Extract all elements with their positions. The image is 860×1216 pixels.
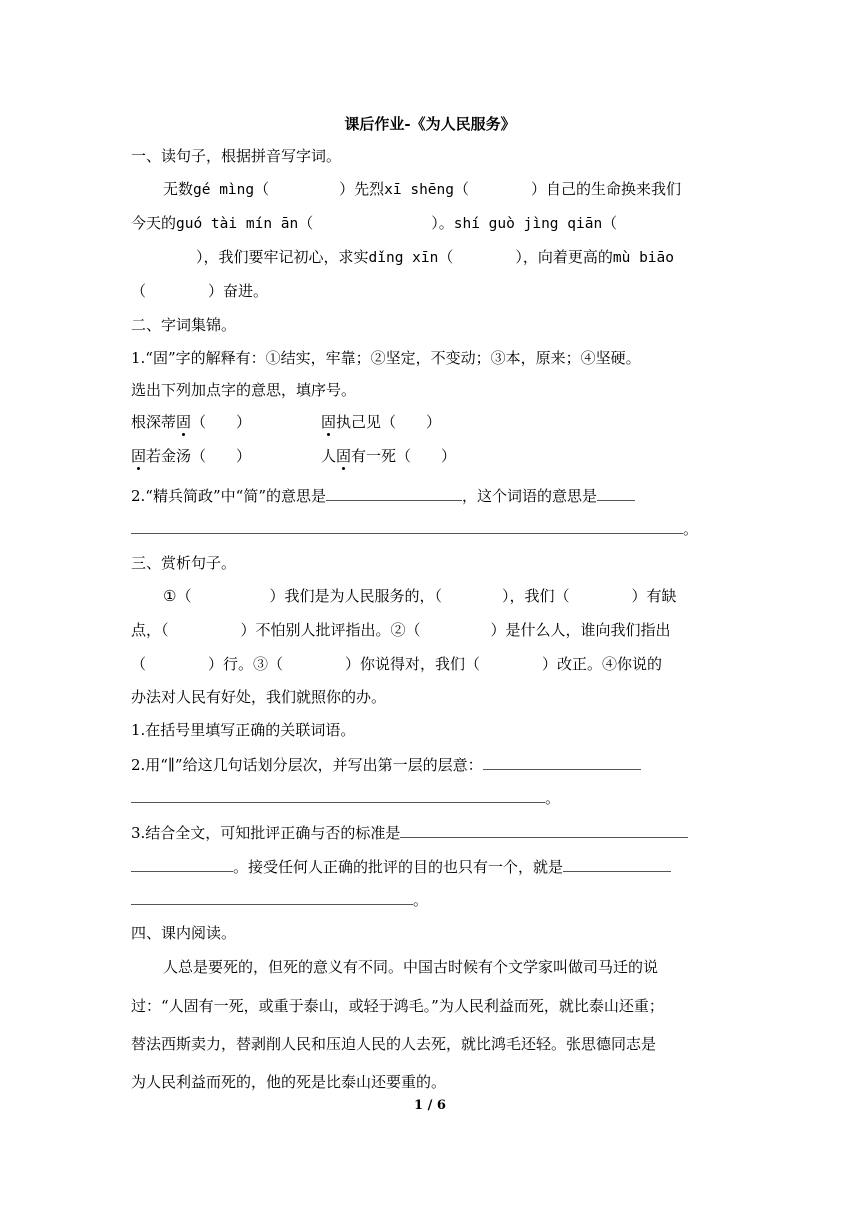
s4-passage-line-2: 过：“人固有一死，或重于泰山，或轻于鸿毛。”为人民利益而死，就比泰山还重； (131, 997, 664, 1015)
dotted-char: 固 (336, 447, 352, 465)
s2-q1-line-1: 1.“固”字的解释有：①结实，牢靠；②坚定，不变动；③本，原来；④坚硬。 (131, 349, 641, 367)
pinyin: guó tài mín ān (176, 216, 299, 232)
text: 人 (321, 447, 337, 465)
text: ），向着更高的 (515, 248, 613, 266)
section-1-heading: 一、读句子，根据拼音写字词。 (131, 147, 342, 165)
answer-blank[interactable]: （ ） (381, 413, 442, 431)
answer-line[interactable] (131, 856, 233, 872)
text: 2.“精兵简政”中“简”的意思是 (131, 487, 326, 505)
s4-passage-line-1: 人总是要死的，但死的意义有不同。中国古时候有个文学家叫做司马迁的说 (163, 958, 659, 976)
pinyin: xī shēng (384, 182, 454, 198)
text: 根深蒂 (131, 413, 177, 431)
answer-line[interactable] (563, 856, 671, 872)
paren: （ (131, 282, 147, 300)
text: ）行。③（ (208, 655, 284, 673)
s4-passage-line-4: 为人民利益而死的，他的死是比泰山还要重的。 (131, 1073, 447, 1091)
s3-passage-line-4: 办法对人民有好处，我们就照你的办。 (131, 688, 387, 706)
text: ），我们（ (501, 587, 570, 605)
s1-line-3 (196, 246, 674, 268)
dotted-char: 固 (321, 413, 337, 431)
text: 有一死 (351, 447, 397, 465)
dotted-char: 固 (176, 413, 192, 431)
paren: （ (454, 180, 470, 198)
text: ①（ (163, 587, 192, 605)
s3-passage-line-1 (163, 585, 677, 607)
text: ）奋进。 (208, 282, 269, 300)
s3-passage-line-2 (131, 619, 671, 641)
s1-line-1 (163, 178, 681, 200)
page-title: 课后作业-《为人民服务》 (344, 115, 516, 133)
s2-word-2 (321, 411, 441, 433)
s4-passage-line-3: 替法西斯卖力，替剥削人民和压迫人民的人去死，就比鸿毛还轻。张思德同志是 (131, 1035, 657, 1053)
text: ）你说得对，我们（ (345, 655, 481, 673)
text: 若金汤 (146, 447, 192, 465)
answer-line[interactable] (131, 518, 683, 534)
paren: （ (438, 248, 454, 266)
s3-passage-line-3 (131, 653, 662, 675)
paren: （ (602, 214, 618, 232)
s3-q3-line-1 (131, 822, 688, 844)
s1-line-2 (131, 212, 617, 234)
answer-line[interactable] (326, 485, 462, 501)
text: ）自己的生命换来我们 (531, 180, 682, 198)
text: 2.用“∥”给这几句话划分层次，并写出第一层的层意： (131, 756, 483, 774)
text: 。 (683, 520, 699, 538)
text: （ (131, 655, 147, 673)
dotted-char: 固 (131, 447, 147, 465)
text: 。接受任何人正确的批评的目的也只有一个，就是 (233, 858, 564, 876)
answer-line[interactable] (131, 889, 413, 905)
answer-line[interactable] (131, 787, 545, 803)
s2-q2-line-1 (131, 485, 635, 507)
s2-q1-line-2: 选出下列加点字的意思，填序号。 (131, 381, 357, 399)
s3-q3-line-3 (131, 889, 428, 911)
text: 点，（ (131, 621, 169, 639)
section-2-heading: 二、字词集锦。 (131, 316, 237, 334)
section-4-heading: 四、课内阅读。 (131, 924, 237, 942)
text: ）改正。④你说的 (542, 655, 663, 673)
pinyin: dǐng xīn (368, 250, 439, 266)
text: ）是什么人，谁向我们指出 (490, 621, 671, 639)
text: 执己见 (336, 413, 382, 431)
s2-word-1 (131, 411, 251, 433)
text: ）不怕别人批评指出。②（ (240, 621, 421, 639)
text: 。 (545, 789, 561, 807)
text: ）我们是为人民服务的，（ (269, 587, 442, 605)
paren: （ (254, 180, 270, 198)
s3-q3-line-2 (131, 856, 671, 878)
s2-q2-line-2 (131, 518, 698, 540)
pinyin: mù biāo (612, 250, 674, 266)
text: ）先烈 (339, 180, 385, 198)
text: ）。 (431, 214, 454, 232)
text: 无数 (163, 180, 194, 198)
text: ），我们要牢记初心，求实 (196, 248, 369, 266)
s2-word-3 (131, 445, 251, 467)
text: 今天的 (131, 214, 177, 232)
answer-line[interactable] (400, 822, 688, 838)
s3-q2-line-2 (131, 787, 560, 809)
text: 3.结合全文，可知批评正确与否的标准是 (131, 824, 401, 842)
pinyin: gé mìng (193, 182, 255, 198)
answer-line[interactable] (483, 754, 641, 770)
answer-blank[interactable]: （ ） (191, 413, 252, 431)
text: ）有缺 (631, 587, 677, 605)
pinyin: shí guò jìng qiān (453, 216, 603, 232)
s2-word-4 (321, 445, 456, 467)
s3-q1: 1.在括号里填写正确的关联词语。 (131, 721, 356, 739)
page-number: 1 / 6 (414, 1098, 446, 1113)
text: 。 (413, 891, 429, 909)
paren: （ (298, 214, 314, 232)
answer-line[interactable] (597, 485, 635, 501)
section-3-heading: 三、赏析句子。 (131, 554, 237, 572)
text: ，这个词语的意思是 (462, 487, 598, 505)
s1-line-4 (131, 280, 268, 302)
s3-q2-line-1 (131, 754, 641, 776)
answer-blank[interactable]: （ ） (191, 447, 252, 465)
answer-blank[interactable]: （ ） (396, 447, 457, 465)
